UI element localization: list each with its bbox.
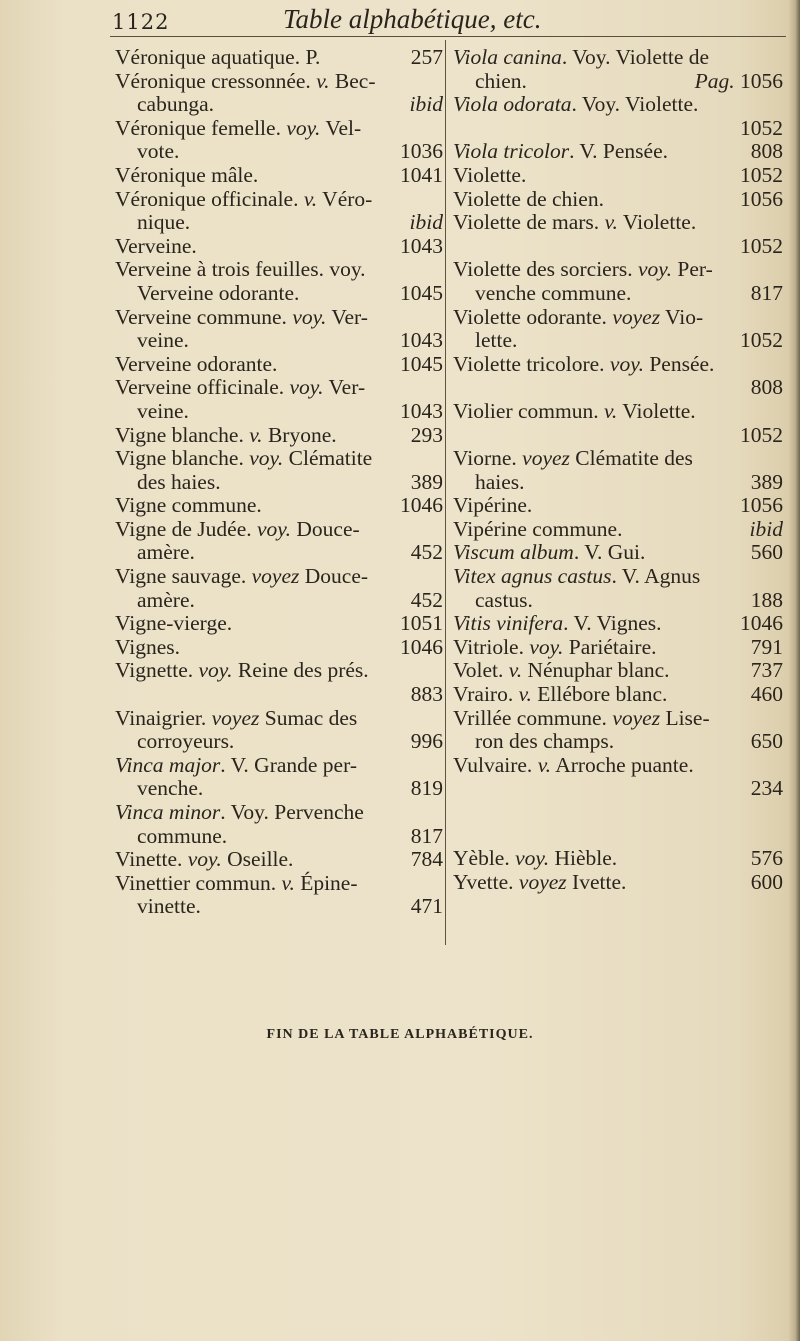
entry-line xyxy=(453,211,783,235)
entry-text: Yvette. voyez Ivette. xyxy=(453,869,627,894)
entry-text: Vinaigrier. voyez Sumac des xyxy=(115,705,358,730)
index-entry xyxy=(115,848,443,872)
page-reference: 1043 xyxy=(400,398,443,423)
index-entry xyxy=(453,518,783,542)
entry-text: Vrairo. v. Ellébore blanc. xyxy=(453,682,668,707)
entry-line xyxy=(115,117,443,141)
index-entry xyxy=(115,235,443,259)
entry-line xyxy=(115,636,443,660)
entry-text: Vitriole. voy. Pariétaire. xyxy=(453,634,657,659)
index-entry xyxy=(115,258,443,305)
entry-line xyxy=(453,518,783,542)
entry-text: Viorne. voyez Clématite des xyxy=(453,446,693,471)
entry-text: Verveine odorante. xyxy=(137,280,300,305)
page-edge-shadow xyxy=(788,0,800,1341)
page-reference: 1056 xyxy=(740,493,783,518)
entry-text: castus. xyxy=(475,587,533,612)
index-entry xyxy=(115,659,443,706)
entry-text: Vigne sauvage. voyez Douce- xyxy=(115,564,369,589)
page-reference: 1051 xyxy=(400,611,443,636)
entry-text: Verveine commune. voy. Ver- xyxy=(115,304,368,329)
entry-line xyxy=(115,376,443,400)
page-reference: 560 xyxy=(750,540,783,565)
index-column-right xyxy=(453,46,783,894)
index-entry xyxy=(453,636,783,660)
page-reference: 460 xyxy=(750,682,783,707)
index-entry xyxy=(453,612,783,636)
page-reference: 257 xyxy=(410,45,443,69)
entry-text: Viola odorata. Voy. Violette. xyxy=(453,92,699,117)
entry-line xyxy=(453,847,783,871)
page-reference: 1045 xyxy=(400,280,443,305)
index-entry xyxy=(115,872,443,919)
index-entry xyxy=(453,683,783,707)
entry-text: Véronique cressonnée. v. Bec- xyxy=(115,68,376,93)
entry-text: Véronique femelle. voy. Vel- xyxy=(115,115,362,140)
entry-text: Violette odorante. voyez Vio- xyxy=(453,304,704,329)
index-entry xyxy=(115,707,443,754)
index-entry xyxy=(115,518,443,565)
entry-line xyxy=(115,353,443,377)
entry-line xyxy=(115,258,443,282)
entry-line xyxy=(453,164,783,188)
page-reference: 883 xyxy=(410,682,443,707)
entry-line xyxy=(453,424,783,448)
page-reference: 452 xyxy=(410,587,443,612)
index-entry xyxy=(453,659,783,683)
page-reference: 1043 xyxy=(400,233,443,258)
entry-line xyxy=(115,70,443,94)
page-reference: 791 xyxy=(750,634,783,659)
index-entry xyxy=(453,400,783,447)
entry-line xyxy=(115,282,443,306)
page-reference: 600 xyxy=(750,869,783,894)
index-entry xyxy=(453,353,783,400)
entry-text: des haies. xyxy=(137,469,221,494)
entry-text: lette. xyxy=(475,328,518,353)
entry-line xyxy=(115,211,443,235)
page-reference: 817 xyxy=(410,823,443,848)
entry-line xyxy=(453,117,783,141)
header-rule xyxy=(110,36,786,37)
entry-line xyxy=(115,730,443,754)
index-entry xyxy=(453,754,783,801)
index-entry xyxy=(453,494,783,518)
entry-line xyxy=(453,683,783,707)
entry-line xyxy=(453,612,783,636)
entry-line xyxy=(453,447,783,471)
page-reference: 1036 xyxy=(400,139,443,164)
page-reference: 1052 xyxy=(740,328,783,353)
entry-line xyxy=(453,400,783,424)
entry-text: Violier commun. v. Violette. xyxy=(453,398,696,423)
entry-text: Vitis vinifera. V. Vignes. xyxy=(453,611,662,636)
entry-text: Vinca major. V. Grande per- xyxy=(115,752,357,777)
index-entry xyxy=(115,188,443,235)
entry-line xyxy=(453,70,783,94)
page-reference: ibid xyxy=(409,92,443,117)
index-entry xyxy=(115,447,443,494)
entry-line xyxy=(115,848,443,872)
entry-line xyxy=(453,541,783,565)
index-entry xyxy=(453,871,783,895)
entry-text: Vulvaire. v. Arroche puante. xyxy=(453,752,694,777)
page-reference: 452 xyxy=(410,540,443,565)
entry-line xyxy=(115,140,443,164)
index-entry xyxy=(453,140,783,164)
entry-line xyxy=(453,777,783,801)
entry-line xyxy=(453,589,783,613)
entry-line xyxy=(453,754,783,778)
entry-line xyxy=(115,235,443,259)
entry-text: venche. xyxy=(137,776,204,801)
entry-line xyxy=(115,494,443,518)
index-column-left xyxy=(115,46,443,919)
index-entry xyxy=(115,70,443,117)
page-reference: 1056 xyxy=(740,186,783,211)
entry-line xyxy=(453,188,783,212)
index-entry xyxy=(115,494,443,518)
page-reference: 996 xyxy=(410,729,443,754)
entry-text: Yèble. voy. Hièble. xyxy=(453,846,618,870)
entry-line xyxy=(453,707,783,731)
entry-text: nique. xyxy=(137,210,191,235)
page-reference: ibid xyxy=(749,516,783,541)
index-entry xyxy=(115,117,443,164)
entry-line xyxy=(115,565,443,589)
entry-text: Verveine officinale. voy. Ver- xyxy=(115,375,366,400)
entry-text: Véronique officinale. v. Véro- xyxy=(115,186,373,211)
entry-line xyxy=(453,471,783,495)
entry-text: Volet. v. Nénuphar blanc. xyxy=(453,658,670,683)
entry-line xyxy=(115,895,443,919)
entry-text: Vipérine. xyxy=(453,493,533,518)
entry-text: Violette de chien. xyxy=(453,186,604,211)
entry-line xyxy=(453,636,783,660)
entry-text: Violette des sorciers. voy. Per- xyxy=(453,257,713,282)
page-reference: 1052 xyxy=(740,115,783,140)
index-entry xyxy=(115,306,443,353)
entry-text: vote. xyxy=(137,139,180,164)
entry-line xyxy=(115,93,443,117)
entry-text: commune. xyxy=(137,823,228,848)
entry-line xyxy=(115,400,443,424)
entry-text: Vigne blanche. v. Bryone. xyxy=(115,422,337,447)
entry-text: Vinette. voy. Oseille. xyxy=(115,847,294,872)
entry-line xyxy=(453,565,783,589)
entry-line xyxy=(453,93,783,117)
page-reference: 1052 xyxy=(740,162,783,187)
entry-line xyxy=(453,140,783,164)
page-reference: 1041 xyxy=(400,162,443,187)
entry-line xyxy=(115,447,443,471)
entry-line xyxy=(115,683,443,707)
page-reference: 1046 xyxy=(400,634,443,659)
entry-line xyxy=(115,659,443,683)
page-reference: 819 xyxy=(410,776,443,801)
entry-text: amère. xyxy=(137,587,195,612)
index-entry xyxy=(453,211,783,258)
entry-text: Vipérine commune. xyxy=(453,516,623,541)
entry-line xyxy=(115,518,443,542)
entry-text: Véronique aquatique. P. xyxy=(115,45,321,69)
page-reference: 293 xyxy=(410,422,443,447)
entry-text: veine. xyxy=(137,398,189,423)
section-gap xyxy=(453,801,783,847)
entry-text: veine. xyxy=(137,328,189,353)
entry-line xyxy=(453,353,783,377)
entry-line xyxy=(453,306,783,330)
page-reference: 1052 xyxy=(740,422,783,447)
page-reference: 784 xyxy=(410,847,443,872)
entry-text: Vitex agnus castus. V. Agnus xyxy=(453,564,701,589)
entry-line xyxy=(453,730,783,754)
entry-line xyxy=(453,329,783,353)
index-entry xyxy=(453,565,783,612)
entry-line xyxy=(115,306,443,330)
page-header xyxy=(0,0,800,40)
index-entry xyxy=(453,306,783,353)
entry-line xyxy=(115,188,443,212)
entry-text: Viscum album. V. Gui. xyxy=(453,540,646,565)
entry-text: Violette de mars. v. Violette. xyxy=(453,210,697,235)
entry-text: Vigne commune. xyxy=(115,493,262,518)
entry-line xyxy=(453,659,783,683)
entry-text: chien. xyxy=(475,68,527,93)
index-entry xyxy=(453,447,783,494)
index-entry xyxy=(453,847,783,871)
page-reference: 1043 xyxy=(400,328,443,353)
index-entry xyxy=(115,636,443,660)
entry-text: Viola canina. Voy. Violette de xyxy=(453,45,710,69)
entry-line xyxy=(115,825,443,849)
index-entry xyxy=(115,565,443,612)
page-reference: 1046 xyxy=(740,611,783,636)
page-reference: 471 xyxy=(410,894,443,919)
entry-text: Vinca minor. Voy. Pervenche xyxy=(115,800,364,824)
entry-line xyxy=(453,494,783,518)
page-reference: 1045 xyxy=(400,351,443,376)
entry-text: Violette tricolore. voy. Pensée. xyxy=(453,351,715,376)
entry-line xyxy=(115,329,443,353)
entry-text: vinette. xyxy=(137,894,201,919)
entry-text: Vrillée commune. voyez Lise- xyxy=(453,705,710,730)
column-divider xyxy=(445,40,446,945)
entry-line xyxy=(115,801,443,825)
entry-line xyxy=(115,589,443,613)
index-entry xyxy=(115,754,443,801)
index-entry xyxy=(115,376,443,423)
index-entry xyxy=(115,164,443,188)
index-entry xyxy=(115,801,443,848)
index-entry xyxy=(115,424,443,448)
page-reference: 389 xyxy=(410,469,443,494)
entry-text: Vigne-vierge. xyxy=(115,611,233,636)
entry-text: Vigne de Judée. voy. Douce- xyxy=(115,516,360,541)
index-entry xyxy=(115,46,443,70)
index-entry xyxy=(453,93,783,140)
entry-text: haies. xyxy=(475,469,525,494)
entry-line xyxy=(115,424,443,448)
entry-text: Vignette. voy. Reine des prés. xyxy=(115,658,369,683)
index-entry xyxy=(453,188,783,212)
entry-line xyxy=(453,258,783,282)
index-entry xyxy=(453,46,783,93)
page-reference: ibid xyxy=(409,210,443,235)
index-entry xyxy=(453,164,783,188)
index-entry xyxy=(453,707,783,754)
running-title: Table alphabétique, etc. xyxy=(283,4,542,34)
entry-text: corroyeurs. xyxy=(137,729,235,754)
entry-text: Verveine odorante. xyxy=(115,351,278,376)
page-reference: 650 xyxy=(750,729,783,754)
page-reference: 817 xyxy=(750,280,783,305)
entry-line xyxy=(115,707,443,731)
index-entry xyxy=(453,258,783,305)
entry-text: venche commune. xyxy=(475,280,632,305)
entry-line xyxy=(115,612,443,636)
entry-text: Viola tricolor. V. Pensée. xyxy=(453,139,669,164)
entry-line xyxy=(453,376,783,400)
entry-line xyxy=(453,871,783,895)
entry-line xyxy=(115,754,443,778)
entry-text: Verveine. xyxy=(115,233,197,258)
entry-text: Véronique mâle. xyxy=(115,162,259,187)
entry-line xyxy=(115,164,443,188)
entry-text: ron des champs. xyxy=(475,729,615,754)
page-reference: 808 xyxy=(750,375,783,400)
page-reference: 576 xyxy=(750,846,783,870)
page-reference: Pag. 1056 xyxy=(694,68,783,93)
page-reference: 188 xyxy=(750,587,783,612)
entry-text: Vinettier commun. v. Épine- xyxy=(115,870,358,895)
entry-line xyxy=(115,471,443,495)
entry-line xyxy=(453,46,783,70)
entry-text: Vigne blanche. voy. Clématite xyxy=(115,446,373,471)
page-number: 1122 xyxy=(112,10,170,34)
entry-text: amère. xyxy=(137,540,195,565)
end-of-table-note: FIN DE LA TABLE ALPHABÉTIQUE. xyxy=(266,1027,534,1042)
index-entry xyxy=(115,353,443,377)
page-reference: 737 xyxy=(750,658,783,683)
page-reference: 389 xyxy=(750,469,783,494)
page-reference: 808 xyxy=(750,139,783,164)
page-reference: 1046 xyxy=(400,493,443,518)
entry-line xyxy=(453,235,783,259)
entry-line xyxy=(453,282,783,306)
entry-text: Verveine à trois feuilles. voy. xyxy=(115,257,366,282)
index-entry xyxy=(115,612,443,636)
page-reference: 234 xyxy=(750,776,783,801)
entry-text: cabunga. xyxy=(137,92,215,117)
index-entry xyxy=(453,541,783,565)
entry-line xyxy=(115,46,443,70)
entry-text: Violette. xyxy=(453,162,527,187)
entry-text: Vignes. xyxy=(115,634,180,659)
page-reference: 1052 xyxy=(740,233,783,258)
entry-line xyxy=(115,872,443,896)
entry-line xyxy=(115,541,443,565)
entry-line xyxy=(115,777,443,801)
